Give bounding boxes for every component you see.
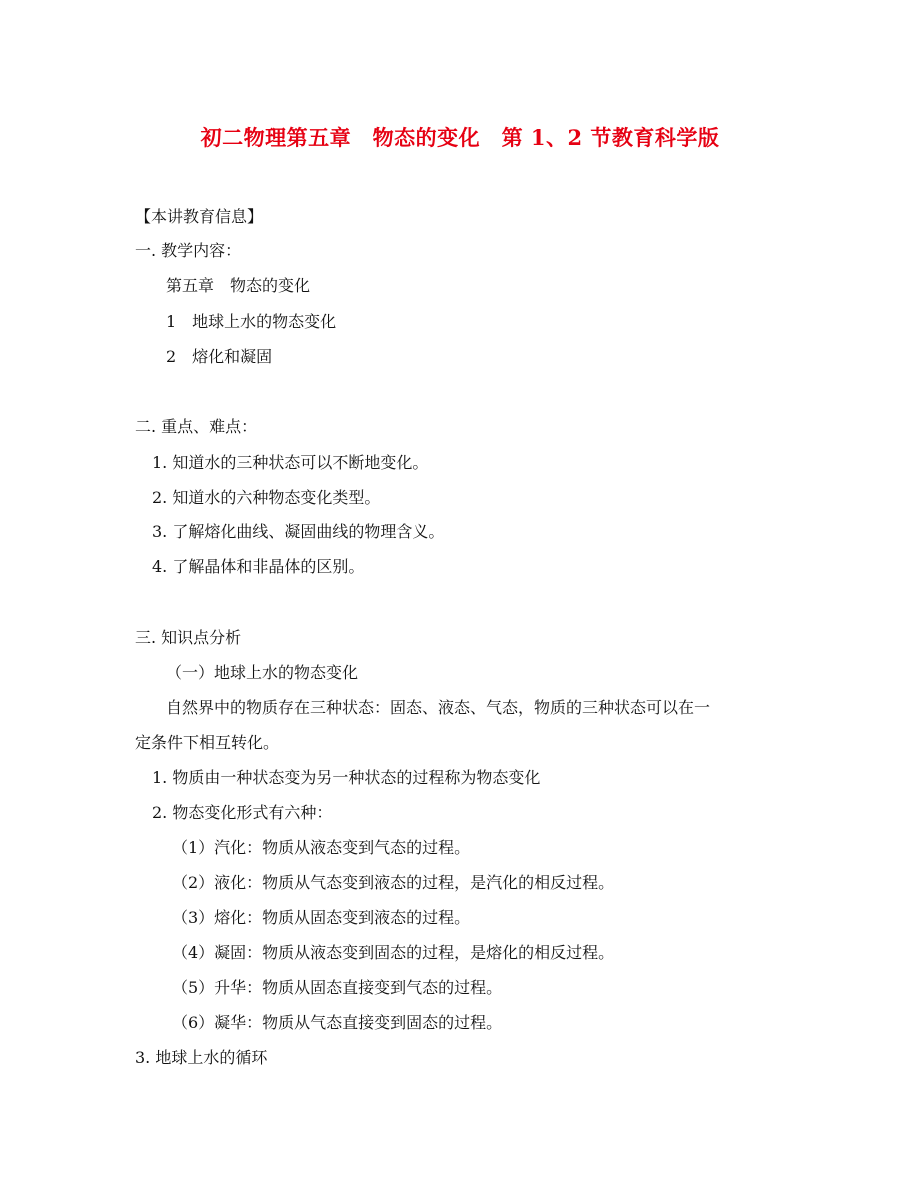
section3-subheading: （一）地球上水的物态变化 <box>166 663 359 682</box>
point: 3. 地球上水的循环 <box>135 1048 268 1067</box>
paragraph-line: 自然界中的物质存在三种状态：固态、液态、气态，物质的三种状态可以在一 <box>166 698 711 717</box>
form-item: （1）汽化：物质从液态变到气态的过程。 <box>172 838 471 857</box>
info-header: 【本讲教育信息】 <box>135 207 264 226</box>
section1-heading: 一. 教学内容： <box>135 241 242 260</box>
section3-heading: 三. 知识点分析 <box>135 628 242 647</box>
document-title: 初二物理第五章 物态的变化 第 1、2 节教育科学版 <box>200 125 720 150</box>
paragraph-line: 定条件下相互转化。 <box>135 733 280 752</box>
section2-item: 1. 知道水的三种状态可以不断地变化。 <box>152 453 429 472</box>
section1-chapter: 第五章 物态的变化 <box>166 276 311 295</box>
section2-item: 4. 了解晶体和非晶体的区别。 <box>152 557 365 576</box>
section2-heading: 二. 重点、难点： <box>135 417 258 436</box>
form-item: （2）液化：物质从气态变到液态的过程，是汽化的相反过程。 <box>172 873 615 892</box>
section1-item: 2 熔化和凝固 <box>166 347 273 366</box>
form-item: （3）熔化：物质从固态变到液态的过程。 <box>172 908 471 927</box>
form-item: （5）升华：物质从固态直接变到气态的过程。 <box>172 978 503 997</box>
point: 2. 物态变化形式有六种： <box>152 803 333 822</box>
section1-item: 1 地球上水的物态变化 <box>166 312 337 331</box>
section2-item: 2. 知道水的六种物态变化类型。 <box>152 488 381 507</box>
section2-item: 3. 了解熔化曲线、凝固曲线的物理含义。 <box>152 522 445 541</box>
form-item: （6）凝华：物质从气态直接变到固态的过程。 <box>172 1013 503 1032</box>
form-item: （4）凝固：物质从液态变到固态的过程，是熔化的相反过程。 <box>172 943 615 962</box>
point: 1. 物质由一种状态变为另一种状态的过程称为物态变化 <box>152 768 541 787</box>
